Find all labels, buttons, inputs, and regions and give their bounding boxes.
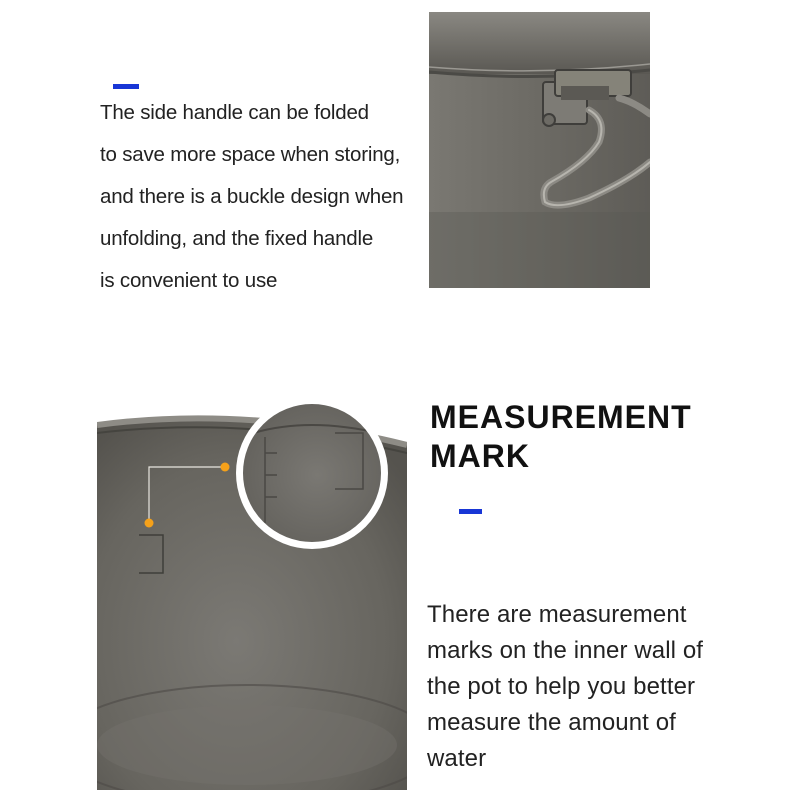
handle-description-line: is convenient to use: [100, 269, 278, 292]
measurement-title: [430, 398, 692, 476]
accent-bar-top: [113, 84, 139, 89]
callout-dot-icon: [145, 519, 154, 528]
pot-handle-photo: [429, 12, 650, 288]
measurement-description-line: marks on the inner wall of: [427, 637, 704, 664]
handle-description: [100, 92, 430, 302]
measurement-description-line: the pot to help you better: [427, 673, 696, 700]
measurement-description: [427, 597, 787, 777]
handle-description-line: to save more space when storing,: [100, 143, 401, 166]
handle-description-line: unfolding, and the fixed handle: [100, 227, 374, 250]
accent-bar-mid: [459, 509, 482, 514]
pot-interior-photo: [97, 395, 407, 790]
measurement-description-line: There are measurement: [427, 601, 687, 628]
handle-description-line: and there is a buckle design when: [100, 185, 404, 208]
handle-description-line: The side handle can be folded: [100, 101, 369, 124]
measurement-description-line: measure the amount of: [427, 709, 676, 736]
measurement-title-line: MEASUREMENT: [430, 399, 692, 435]
measurement-description-line: water: [427, 745, 487, 772]
measurement-title-line: MARK: [430, 438, 530, 474]
